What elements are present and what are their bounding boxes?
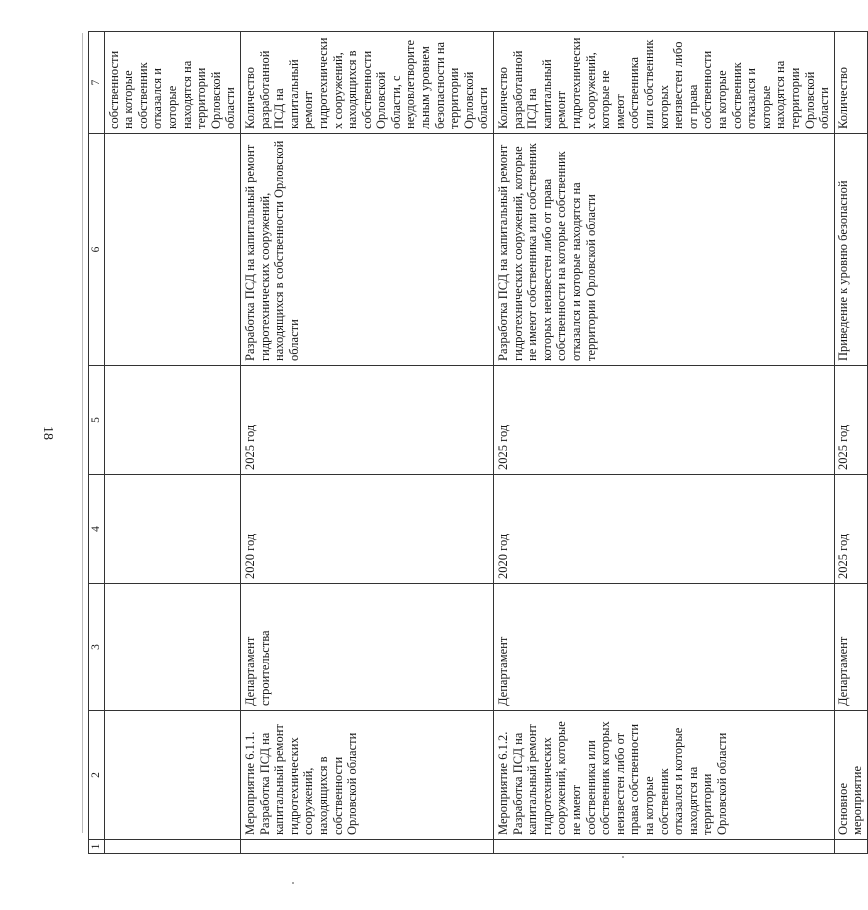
header-cell-2: 2 [89,711,105,840]
end-year-cell: 2025 год [834,366,867,475]
result-cell: Разработка ПСД на капитальный ремонт гидротехнических сооружений, находящихся в собственности Орловской области [240,134,493,366]
table-cell [104,366,240,475]
header-cell-3: 3 [89,584,105,711]
table-cell [104,475,240,584]
header-cell-6: 6 [89,134,105,366]
table-cell [104,584,240,711]
activities-table [88,31,868,854]
header-cell-7: 7 [89,32,105,134]
table-cell [834,840,867,854]
table-cell [104,711,240,840]
table-cell [104,134,240,366]
indicator-cell: Количество разработанной ПСД на капитальный ремонт гидротехнических сооружений, которые не имеют собственника или собственник которых неизвестен либо от права собственности на которые собственник отказался и которые находятся на территории Орловской области [494,32,835,134]
header-cell-4: 4 [89,475,105,584]
responsible-cell: Департамент [834,584,867,711]
table-cell [494,840,835,854]
end-year-cell: 2025 год [240,366,493,475]
responsible-cell: Департамент [494,584,835,711]
indicator-cell: Количество [834,32,867,134]
responsible-cell: Департамент строительства [240,584,493,711]
activity-name-cell: Основное мероприятие [834,711,867,840]
table-row [240,32,493,854]
result-cell: Приведение к уровню безопасной [834,134,867,366]
activities-table-rotated [88,32,865,854]
result-cell: Разработка ПСД на капитальный ремонт гидротехнических сооружений, которые не имеют собственника или собственник которых неизвестен либо от права собственности на которые собственник отказался и которые находятся на территории Орловской области [494,134,835,366]
activity-name-cell: Мероприятие 6.1.2. Разработка ПСД на капитальный ремонт гидротехнических сооружений, которые не имеют собственника или собственник которых неизвестен либо от права собственности на которые собственник отказался и которые находятся на территории Орловской области [494,711,835,840]
table-row [494,32,835,854]
table-row [834,32,867,854]
indicator-cell: Количество разработанной ПСД на капитальный ремонт гидротехнических сооружений, находящихся в собственности Орловской области, с неудовлетворительным уровнем безопасности на территории Орловской области [240,32,493,134]
start-year-cell: 2020 год [240,475,493,584]
table-cell [104,840,240,854]
header-row [89,32,105,854]
page-number: 18 [40,426,55,440]
end-year-cell: 2025 год [494,366,835,475]
continuation-row [104,32,240,854]
header-cell-1: 1 [89,840,105,854]
start-year-cell: 2020 год [494,475,835,584]
start-year-cell: 2025 год [834,475,867,584]
activity-name-cell: Мероприятие 6.1.1. Разработка ПСД на капитальный ремонт гидротехнических сооружений, находящихся в собственности Орловской области [240,711,493,840]
scan-speck [292,882,294,884]
scan-edge-line [82,33,84,833]
scan-speck [622,856,624,858]
header-cell-5: 5 [89,366,105,475]
continuation-indicator-cell: собственности на которые собственник отказался и которые находятся на территории Орловской области [104,32,240,134]
table-cell [240,840,493,854]
